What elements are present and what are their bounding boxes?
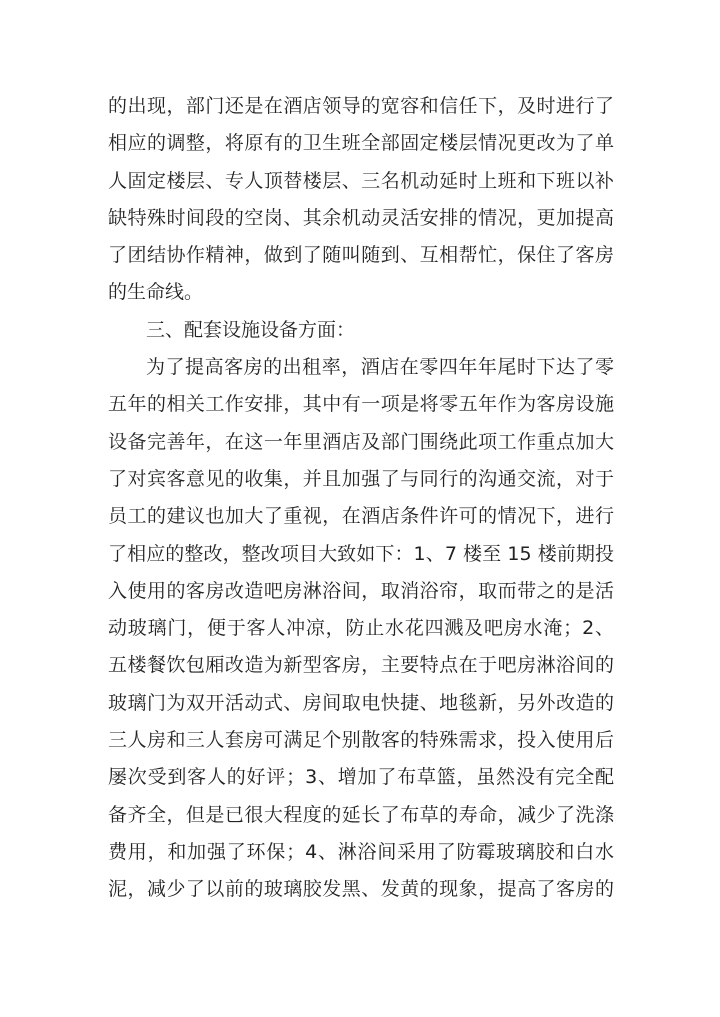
text-line: 员工的建议也加大了重视，在酒店条件许可的情况下，进行 <box>108 505 614 528</box>
text-line: 设备完善年，在这一年里酒店及部门围绕此项工作重点加大 <box>108 430 614 453</box>
text-line: 了相应的整改，整改项目大致如下：1、7 楼至 15 楼前期投 <box>108 542 614 565</box>
section-heading: 三、配套设施设备方面： <box>146 318 356 341</box>
text-line: 缺特殊时间段的空岗、其余机动灵活安排的情况，更加提高 <box>108 206 614 229</box>
text-line: 为了提高客房的出租率，酒店在零四年年尾时下达了零 <box>146 356 614 379</box>
text-line: 泥，减少了以前的玻璃胶发黑、发黄的现象，提高了客房的 <box>108 878 614 901</box>
text-line: 动玻璃门，便于客人冲凉，防止水花四溅及吧房水淹；2、 <box>108 617 614 640</box>
text-line: 了对宾客意见的收集，并且加强了与同行的沟通交流，对于 <box>108 467 614 490</box>
body-text <box>108 88 614 909</box>
text-line: 屡次受到客人的好评；3、增加了布草篮，虽然没有完全配 <box>108 766 614 789</box>
text-line: 五楼餐饮包厢改造为新型客房，主要特点在于吧房淋浴间的 <box>108 654 614 677</box>
text-line: 入使用的客房改造吧房淋浴间，取消浴帘，取而带之的是活 <box>108 579 614 602</box>
text-line: 人固定楼层、专人顶替楼层、三名机动延时上班和下班以补 <box>108 169 614 192</box>
text-line: 相应的调整，将原有的卫生班全部固定楼层情况更改为了单 <box>108 132 614 155</box>
text-line: 了团结协作精神，做到了随叫随到、互相帮忙，保住了客房 <box>108 244 614 267</box>
text-line: 备齐全，但是已很大程度的延长了布草的寿命，减少了洗涤 <box>108 803 614 826</box>
text-line: 费用，和加强了环保；4、淋浴间采用了防霉玻璃胶和白水 <box>108 840 614 863</box>
text-line: 的出现，部门还是在酒店领导的宽容和信任下，及时进行了 <box>108 95 614 117</box>
text-line: 玻璃门为双开活动式、房间取电快捷、地毯新，另外改造的 <box>108 691 614 714</box>
text-line: 五年的相关工作安排，其中有一项是将零五年作为客房设施 <box>108 393 614 416</box>
text-line: 的生命线。 <box>108 281 204 304</box>
text-line: 三人房和三人套房可满足个别散客的特殊需求，投入使用后 <box>108 729 614 752</box>
